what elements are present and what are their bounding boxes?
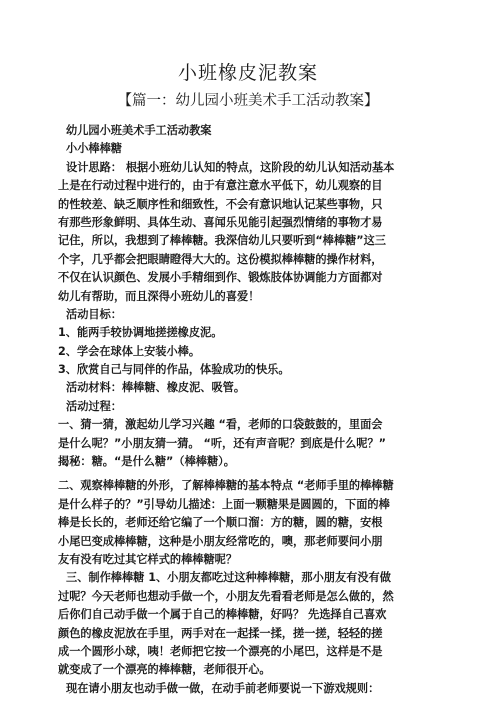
paragraph-line: 现在请小朋友也动手做一做，在动手前老师要说一下游戏规则：	[66, 681, 380, 695]
goals-heading: 活动目标：	[66, 307, 122, 321]
paragraph-line: 后你们自己动手做一个属于自己的棒棒糖，好吗？ 先选择自己喜欢	[58, 608, 387, 622]
paragraph-line: 设计思路： 根据小班幼儿认知的特点，这阶段的幼儿认知活动基本	[66, 160, 395, 174]
process-heading: 活动过程：	[66, 399, 122, 413]
activity-name: 小小棒棒糖	[66, 142, 122, 156]
paragraph-line: 一、猜一猜，激起幼儿学习兴趣 “看，老师的口袋鼓鼓的，里面会	[58, 418, 383, 432]
paragraph-line: 成一个圆形小球，咦！老师把它按一个漂亮的小尾巴，这样是不是	[58, 644, 383, 658]
section-heading: 幼儿园小班美术手工活动教案	[66, 124, 212, 137]
document-subtitle: 【篇一：幼儿园小班美术手工活动教案】	[117, 93, 379, 109]
goal-item: 1、能两手较协调地搓搓橡皮泥。	[58, 326, 223, 340]
paragraph-line: 小尾巴变成棒棒糖，这种是小朋友经常吃的，噢，那老师要问小朋	[58, 534, 383, 548]
paragraph-line: 是什么呢？”小朋友猜一猜。 “听，还有声音呢？到底是什么呢？”	[58, 436, 387, 450]
paragraph-line: 不仅在认识颜色、发展小手精细到作、锻炼肢体协调能力方面都对	[58, 271, 383, 285]
paragraph-line: 幼儿有帮助，而且深得小班幼儿的喜爱！	[58, 289, 260, 303]
document-title: 小班橡皮泥教案	[177, 62, 318, 84]
paragraph-line: 的性较差、缺乏顺序性和细致性，不会有意识地认记某些事物，只	[58, 197, 383, 211]
goal-item: 3、欣赏自己与同伴的作品，体验成功的快乐。	[58, 363, 290, 377]
goal-item: 2、学会在球体上安装小棒。	[58, 344, 201, 358]
paragraph-line: 友有没有吃过其它样式的棒棒糖呢？	[58, 552, 238, 566]
paragraph-line: 是什么样子的？”引导幼儿描述：上面一颗糖果是圆圆的，下面的棒	[58, 497, 390, 511]
paragraph-line: 颜色的橡皮泥放在手里，两手对在一起揉一揉，搓一搓，轻轻的搓	[58, 626, 383, 640]
materials-line: 活动材料：棒棒糖、橡皮泥、吸管。	[66, 381, 246, 395]
document-body	[58, 122, 440, 698]
paragraph-line: 个字，几乎都会把眼睛瞪得大大的。这份模拟棒棒糖的操作材料，	[58, 252, 383, 266]
paragraph-line: 就变成了一个漂亮的棒棒糖，老师很开心。	[58, 663, 271, 677]
paragraph-line: 有那些形象鲜明、具体生动、喜闻乐见能引起强烈情绪的事物才易	[58, 215, 383, 229]
paragraph-line: 记住，所以，我想到了棒棒糖。我深信幼儿只要听到“棒棒糖”这三	[58, 234, 386, 248]
paragraph-line: 三、制作棒棒糖 1、小朋友都吃过这种棒棒糖，那小朋友有没有做	[66, 571, 391, 585]
paragraph-line: 揭秘：糖。“是什么糖”（棒棒糖）。	[58, 455, 235, 469]
paragraph-line: 上是在行动过程中进行的，由于有意注意水平低下，幼儿观察的目	[58, 179, 383, 193]
paragraph-line: 过呢？今天老师也想动手做一个，小朋友先看看老师是怎么做的，然	[58, 589, 394, 603]
paragraph-line: 棒是长长的，老师还给它编了一个顺口溜：方的糖，圆的糖，安根	[58, 516, 383, 530]
paragraph-line: 二、观察棒棒糖的外形，了解棒棒糖的基本特点 “老师手里的棒棒糖	[58, 479, 394, 493]
